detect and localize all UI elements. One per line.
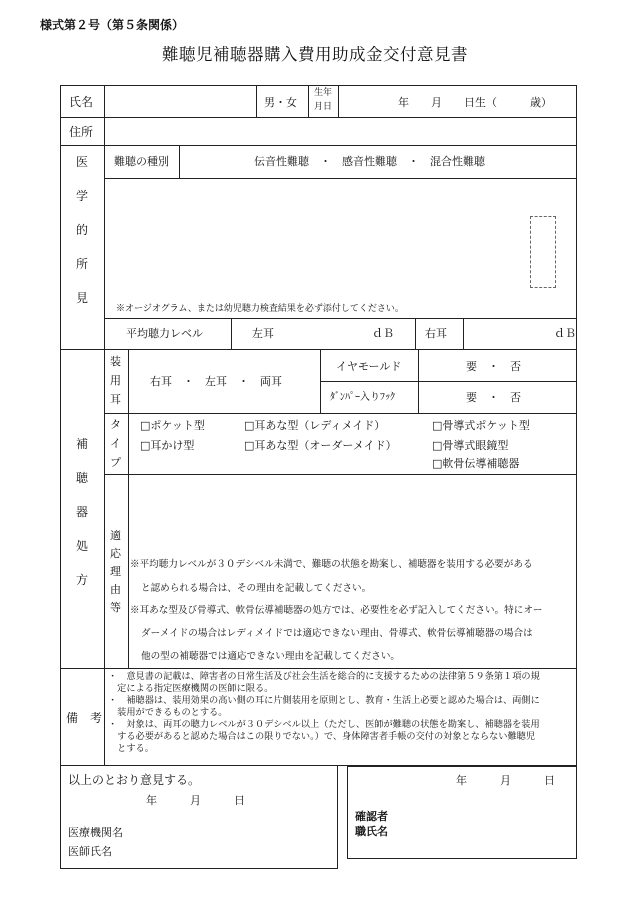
ear-label-char-1: 装 [110,355,121,368]
type-cartilage-checkbox[interactable]: □軟骨伝導補聴器 [432,457,520,470]
audiogram-note: ※オージオグラム、または幼児聴力検査結果を必ず添付してください。 [116,304,404,314]
reason-label-char-1: 適 [110,529,121,542]
reason-note-2a: ※耳あな型及び骨導式、軟骨伝導補聴器の処方では、必要性を必ず記入してください。特にオー [130,605,543,616]
birth-date[interactable]: 年 月 日生（ 歳） [398,96,552,109]
type-label-char-1: タ [110,418,121,431]
institution-label: 医療機関名 [68,826,123,839]
damper-hook-label: ﾀﾞﾝﾊﾟｰ入りﾌｯｸ [330,392,395,403]
name-label: 氏名 [69,95,94,109]
reason-label-char-4: 由 [110,583,121,596]
ear-options[interactable]: 右耳 ・ 左耳 ・ 両耳 [150,375,282,388]
earmold-label: イヤモールド [336,360,402,373]
type-bone-glasses-checkbox[interactable]: □骨導式眼鏡型 [432,439,509,452]
form-number: 様式第２号（第５条関係） [40,18,185,32]
remark-line: とする。 [108,743,154,754]
hearing-type-options[interactable]: 伝音性難聴 ・ 感音性難聴 ・ 混合性難聴 [254,155,485,168]
prescription-char-2: 聴 [76,471,89,485]
left-ear-label: 左耳 [252,327,274,340]
date-right[interactable]: 年 月 日 [456,774,555,787]
ear-label-char-3: 耳 [110,393,121,406]
ear-label-char-2: 用 [110,374,121,387]
damper-hook-value[interactable]: 要 ・ 否 [466,391,521,404]
name-field[interactable] [106,88,254,115]
attachment-placeholder [530,216,556,288]
official-name-label: 職氏名 [355,825,388,838]
type-pocket-checkbox[interactable]: □ポケット型 [140,419,205,432]
reason-label-char-3: 理 [110,565,121,578]
reason-field[interactable] [130,476,574,554]
reason-label-char-2: 応 [110,547,121,560]
page-title: 難聴児補聴器購入費用助成金交付意見書 [162,45,468,64]
statement: 以上のとおり意見する。 [68,773,201,787]
remarks-label: 備 考 [66,711,103,725]
prescription-char-1: 補 [76,437,89,451]
medical-char-5: 見 [76,291,89,305]
type-label-char-2: イ [110,437,121,450]
reason-note-1b: と認められる場合は、その理由を記載してください。 [141,583,372,594]
remark-line: ・ 補聴器は、装用効果の高い側の耳に片側装用を原則とし、教育・生活上必要と認めた場合は、両側に [108,695,540,706]
remark-line: 装用ができるものとする。 [108,707,228,718]
avg-level-label: 平均聴力レベル [126,327,203,340]
doctor-name-label: 医師氏名 [68,845,112,858]
remarks-list [108,671,574,755]
birth-label-2: 月日 [314,102,333,112]
address-label: 住所 [69,125,94,139]
remark-line: 定による指定医療機関の医師に限る。 [108,683,274,694]
sex-options[interactable]: 男・女 [264,96,297,109]
reason-label-char-5: 等 [110,601,121,614]
earmold-value[interactable]: 要 ・ 否 [466,360,521,373]
reason-note-1a: ※平均聴力レベルが３０デシベル未満で、難聴の状態を勘案し、補聴器を装用する必要がある [130,559,533,570]
remark-line: ・ 意見書の記載は、障害者の日常生活及び社会生活を総合的に支援するための法律第５９条第１項の規 [108,671,540,682]
medical-char-1: 医 [76,155,89,169]
remark-line: する必要があると認めた場合はこの限りでない。）で、身体障害者手帳の交付の対象とならない難聴児 [108,731,536,742]
db-left-unit: ｄＢ [372,327,394,340]
hearing-type-label: 難聴の種別 [114,155,169,168]
right-ear-label: 右耳 [425,327,447,340]
reason-note-2b: ダーメイドの場合はレディメイドでは適応できない理由、骨導式、軟骨伝導補聴器の場合は [141,628,533,639]
medical-char-3: 的 [76,223,89,237]
db-right-unit: ｄＢ [554,327,576,340]
type-ite-readymade-checkbox[interactable]: □耳あな型（レディメイド） [244,419,386,432]
type-behind-ear-checkbox[interactable]: □耳かけ型 [140,439,195,452]
prescription-char-4: 処 [76,539,89,553]
doctor-info-field[interactable] [130,822,330,862]
prescription-char-5: 方 [76,573,89,587]
medical-findings-area[interactable] [106,180,574,298]
type-ite-custom-checkbox[interactable]: □耳あな型（オーダーメイド） [244,439,397,452]
prescription-char-3: 器 [76,505,89,519]
confirmer-label: 確認者 [355,810,388,823]
medical-char-2: 学 [76,189,89,203]
date-left[interactable]: 年 月 日 [146,794,245,807]
type-label-char-3: プ [110,456,121,469]
address-field[interactable] [106,119,574,143]
remark-line: ・ 対象は、両耳の聴力レベルが３０デシベル以上（ただし、医師が難聴の状態を勘案し、補聴器を装用 [108,719,540,730]
type-bone-pocket-checkbox[interactable]: □骨導式ポケット型 [432,419,530,432]
confirmer-field[interactable] [400,805,570,845]
medical-char-4: 所 [76,257,89,271]
birth-label-1: 生年 [314,88,333,98]
reason-note-2c: 他の型の補聴器では適応できない理由を記載してください。 [141,651,401,662]
